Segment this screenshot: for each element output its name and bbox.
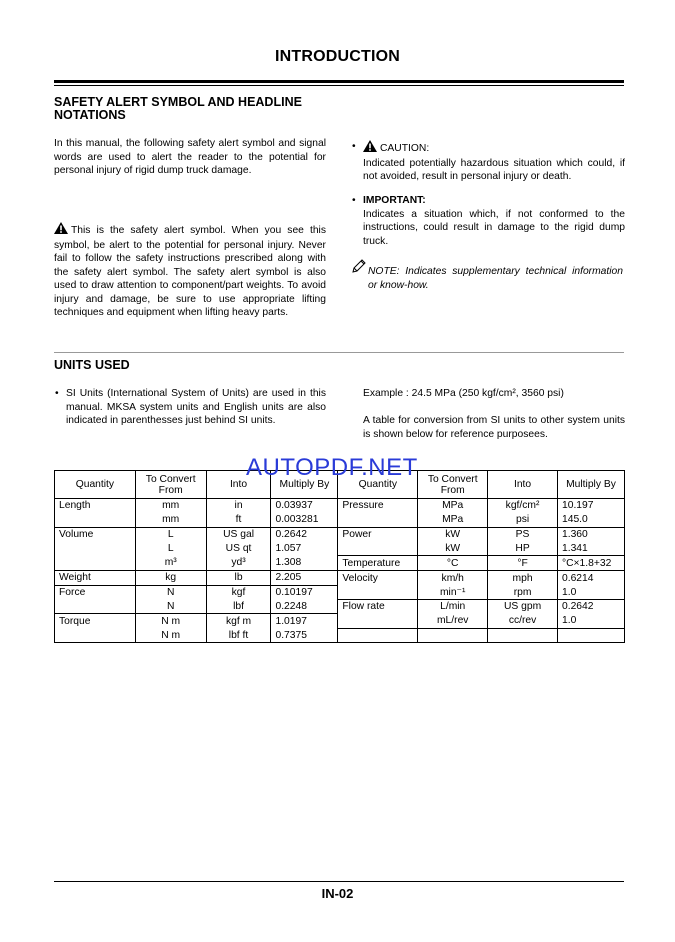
header-rule-thick [54,80,624,83]
table-cell: kgf [206,585,271,599]
table-row [55,585,625,599]
table-cell: Velocity [338,570,418,585]
header-quantity: Quantity [55,471,136,499]
table-cell: 145.0 [557,513,624,527]
table-cell: N m [135,628,206,643]
table-cell: kgf/cm² [488,499,558,513]
table-cell [55,541,136,555]
table-cell: mm [135,513,206,527]
table-row [55,513,625,527]
table-row [55,556,625,571]
table-cell [338,513,418,527]
section-divider [54,352,624,353]
header-convert-from: To Convert From [418,471,488,499]
important-block [352,194,625,248]
table-cell: 1.308 [271,556,338,571]
units-heading: UNITS USED [54,358,130,372]
table-cell [557,628,624,643]
header-convert-from: To Convert From [135,471,206,499]
table-cell: Power [338,527,418,541]
table-cell: 0.2248 [271,600,338,614]
table-cell: 1.0 [557,614,624,628]
header-into: Into [488,471,558,499]
table-cell: US gal [206,527,271,541]
table-cell: US gpm [488,600,558,614]
table-row [55,541,625,555]
important-text: Indicates a situation which, if not conformed to the instructions, could result in damage to the rigid dump truck. [363,208,625,247]
page-title: INTRODUCTION [274,48,401,65]
table-cell: kW [418,541,488,555]
table-cell: °C [418,556,488,571]
note-pencil-icon [351,258,367,279]
table-cell [55,556,136,571]
table-cell: rpm [488,585,558,599]
table-cell: Torque [55,614,136,628]
watermark-text: AUTOPDF.NET [246,454,418,481]
warning-triangle-icon [363,140,377,157]
table-row [55,600,625,614]
table-cell: MPa [418,513,488,527]
table-cell: kg [135,570,206,585]
table-cell: mm [135,499,206,513]
symbol-text-rest: symbol, be alert to the potential for personal injury. Never fail to follow the safety instructions prescribed along with the safety alert symbol. The safety alert symbol is also used to draw attention to component/part weights. To avoid injury and damage, be sure to use appropriate lifting techniques and equipment when lifting heavy parts. [54,239,326,318]
table-cell: kW [418,527,488,541]
table-cell: mL/rev [418,614,488,628]
footer-rule [54,881,624,882]
table-cell: L [135,541,206,555]
header-quantity: Quantity [338,471,418,499]
safety-symbol-paragraph [54,222,326,320]
table-cell: kgf m [206,614,271,628]
table-cell: psi [488,513,558,527]
table-cell [55,513,136,527]
table-cell: 1.057 [271,541,338,555]
table-cell: 1.341 [557,541,624,555]
header-into: Into [206,471,271,499]
table-row [55,499,625,513]
safety-heading: SAFETY ALERT SYMBOL AND HEADLINE NOTATIONS [54,95,302,122]
table-cell: 0.003281 [271,513,338,527]
table-cell: lbf [206,600,271,614]
table-cell: N m [135,614,206,628]
table-cell: Temperature [338,556,418,571]
note-text: NOTE: Indicates supplementary technical information or know-how. [368,266,623,291]
table-cell [55,628,136,643]
table-cell: N [135,600,206,614]
table-cell: 0.2642 [557,600,624,614]
table-cell: Flow rate [338,600,418,614]
table-cell [338,614,418,628]
table-cell: min⁻¹ [418,585,488,599]
table-cell: yd³ [206,556,271,571]
table-cell: 1.360 [557,527,624,541]
table-cell: 2.205 [271,570,338,585]
table-cell: Length [55,499,136,513]
table-cell: PS [488,527,558,541]
table-row [55,628,625,643]
table-cell: Force [55,585,136,599]
table-cell: 0.03937 [271,499,338,513]
table-cell: L/min [418,600,488,614]
table-cell: 0.7375 [271,628,338,643]
table-cell: MPa [418,499,488,513]
table-cell [488,628,558,643]
table-cell: N [135,585,206,599]
table-cell: mph [488,570,558,585]
table-cell [338,628,418,643]
bullet-icon: • [352,195,356,206]
table-cell: 10.197 [557,499,624,513]
symbol-text-lead: This is the safety alert symbol. When you see this [71,225,326,236]
table-cell: Pressure [338,499,418,513]
table-cell: US qt [206,541,271,555]
table-cell: lb [206,570,271,585]
table-cell: 0.2642 [271,527,338,541]
header-rule-thin [54,85,624,86]
table-row [55,614,625,628]
caution-text: Indicated potentially hazardous situation which could, if not avoided, result in personal injury or death. [363,157,625,182]
table-cell: m³ [135,556,206,571]
table-row [55,570,625,585]
table-cell [338,541,418,555]
units-conversion-table [54,470,625,643]
important-label: IMPORTANT: [363,195,426,206]
si-units-text: SI Units (International System of Units) are used in this manual. MKSA system units and English units are also indicated in parenthesses just behind SI units. [66,388,326,426]
units-example: Example : 24.5 MPa (250 kgf/cm², 3560 psi) [363,388,564,399]
table-cell: 1.0 [557,585,624,599]
safety-intro: In this manual, the following safety alert symbol and signal words are used to alert the reader to the potential for personal injury of rigid dump truck damage. [54,138,326,176]
table-cell: 0.10197 [271,585,338,599]
table-cell [338,585,418,599]
table-cell: in [206,499,271,513]
table-cell [418,628,488,643]
caution-label: CAUTION: [380,143,430,154]
bullet-icon: • [55,388,59,399]
table-cell: HP [488,541,558,555]
page-number: IN-02 [321,886,354,901]
caution-block [352,140,625,184]
table-cell: 1.0197 [271,614,338,628]
table-cell: 0.6214 [557,570,624,585]
table-cell: Weight [55,570,136,585]
header-multiply-by: Multiply By [557,471,624,499]
warning-triangle-icon [54,222,68,239]
si-units-item [55,387,326,428]
bullet-icon: • [352,141,356,152]
units-table-intro: A table for conversion from SI units to other system units is shown below for reference purposees. [363,415,625,440]
table-cell: lbf ft [206,628,271,643]
table-cell: cc/rev [488,614,558,628]
table-cell: Volume [55,527,136,541]
header-multiply-by: Multiply By [271,471,338,499]
table-cell [55,600,136,614]
table-cell: km/h [418,570,488,585]
table-cell: L [135,527,206,541]
table-row [55,527,625,541]
table-cell: °C×1.8+32 [557,556,624,571]
table-cell: ft [206,513,271,527]
table-cell: °F [488,556,558,571]
